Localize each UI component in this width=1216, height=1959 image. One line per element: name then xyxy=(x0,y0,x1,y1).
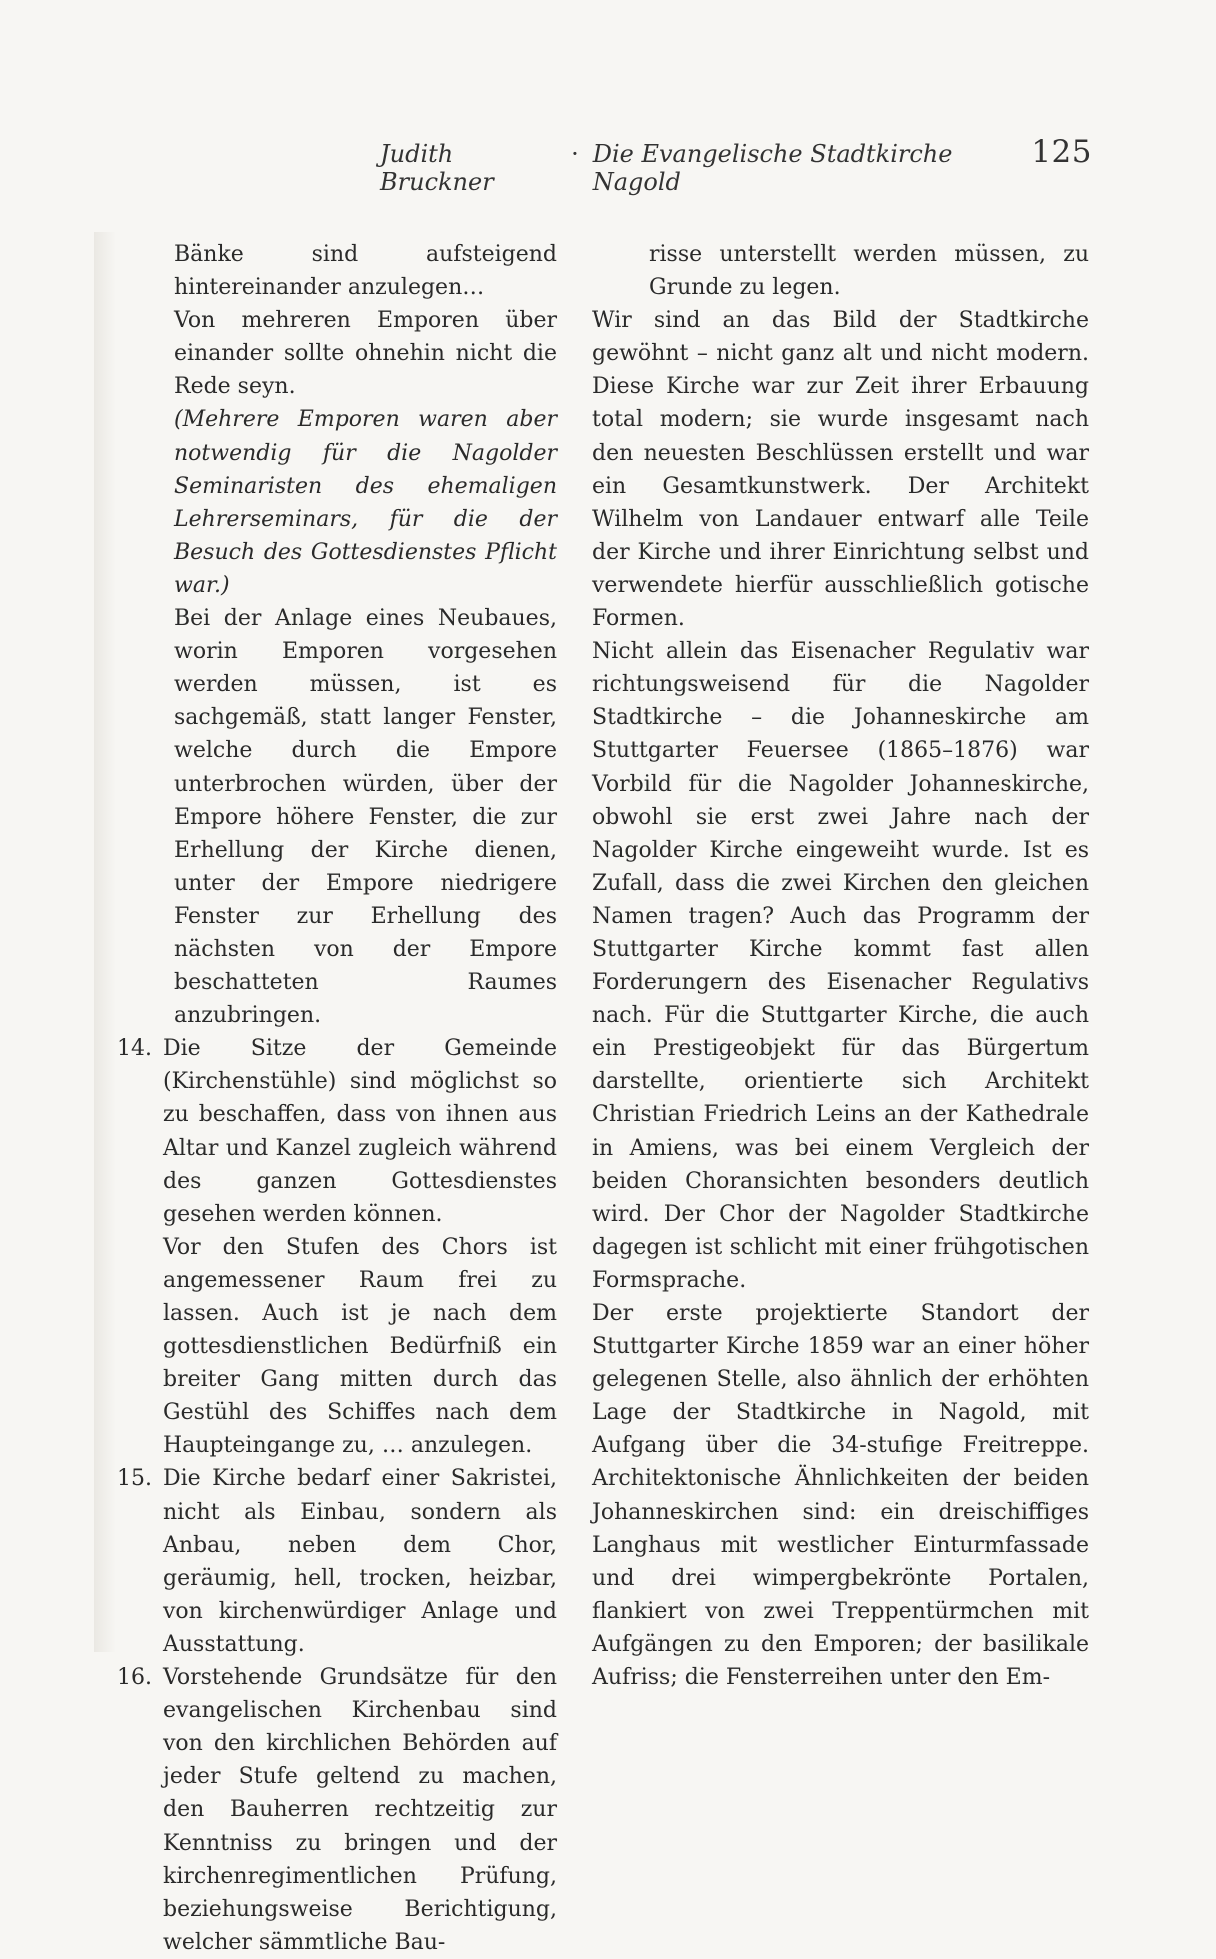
list-item-number: 14. xyxy=(117,1036,152,1062)
left-column xyxy=(117,238,557,1959)
list-item xyxy=(117,1462,557,1661)
list-item xyxy=(117,1032,557,1462)
header-separator: · xyxy=(571,140,579,168)
body-paragraph: Wir sind an das Bild der Stadtkirche gewöhnt – nicht ganz alt und nicht modern. Diese Kirche war zur Zeit ihrer Erbauung total modern; sie wurde insgesamt nach den neuesten Beschlüssen erstellt und war ein Gesamtkunstwerk. Der Architekt Wilhelm von Landauer entwarf alle Teile der Kirche und ihrer Einrichtung selbst und verwendete hierfür ausschließlich gotische Formen. xyxy=(592,308,1089,632)
bleed-through-shadow xyxy=(94,232,116,1652)
running-header xyxy=(380,134,1092,196)
quote-paragraph: Bänke sind aufsteigend hintereinander anzulegen… xyxy=(174,242,557,301)
list-item-text: Die Kirche bedarf einer Sakristei, nicht als Einbau, sondern als Anbau, neben dem Chor, geräumig, hell, trocken, heizbar, von kirchenwürdiger Anlage und Ausstattung. xyxy=(163,1466,557,1657)
italic-note: (Mehrere Emporen waren aber notwendig für die Nagolder Seminaristen des ehemaligen Lehrerseminars, für die der Besuch des Gottesdienstes Pflicht war.) xyxy=(174,407,557,598)
list-item-number: 16. xyxy=(117,1665,152,1691)
header-author: Judith Bruckner xyxy=(380,140,494,196)
list-item-number: 15. xyxy=(117,1466,152,1492)
page-number: 125 xyxy=(1031,134,1092,170)
list-item-text: Vorstehende Grundsätze für den evangelischen Kirchenbau sind von den kirchlichen Behörden auf jeder Stufe geltend zu machen, den Bauherren rechtzeitig zur Kenntniss zu bringen und der kirchenregimentlichen Prüfung, beziehungsweise Berichtigung, welcher sämmtliche Bau- xyxy=(163,1665,557,1955)
header-title: Die Evangelische Stadtkirche Nagold xyxy=(592,140,953,196)
list-item-text: Vor den Stufen des Chors ist angemessener Raum frei zu lassen. Auch ist je nach dem gottesdienstlichen Bedürfniß ein breiter Gang mitten durch das Gestühl des Schiffes nach dem Haupteingange zu, … anzulegen. xyxy=(163,1234,557,1459)
list-item xyxy=(117,1661,557,1959)
right-column xyxy=(592,238,1089,1694)
quote-paragraph: Von mehreren Emporen über einander sollte ohnehin nicht die Rede seyn. xyxy=(174,308,557,400)
list-item-text: Die Sitze der Gemeinde (Kirchenstühle) sind möglichst so zu beschaffen, dass von ihnen aus Altar und Kanzel zugleich während des ganzen Gottesdienstes gesehen werden können. xyxy=(163,1036,557,1227)
body-paragraph: Nicht allein das Eisenacher Regulativ war richtungsweisend für die Nagolder Stadtkirche – die Johanneskirche am Stuttgarter Feuersee (1865–1876) war Vorbild für die Nagolder Johanneskirche, obwohl sie erst zwei Jahre nach der Nagolder Kirche eingeweiht wurde. Ist es Zufall, dass die zwei Kirchen den gleichen Namen tragen? Auch das Programm der Stuttgarter Kirche kommt fast allen Forderungern des Eisenacher Regulativs nach. Für die Stuttgarter Kirche, die auch ein Prestigeobjekt für das Bürgertum darstellte, orientierte sich Architekt Christian Friedrich Leins an der Kathedrale in Amiens, was bei einem Vergleich der beiden Choransichten besonders deutlich wird. Der Chor der Nagolder Stadtkirche dagegen ist schlicht mit einer frühgotischen Formsprache. xyxy=(592,639,1089,1293)
quote-paragraph: Bei der Anlage eines Neubaues, worin Emporen vorgesehen werden müssen, ist es sachgemäß, statt langer Fenster, welche durch die Empore unterbrochen würden, über der Empore höhere Fenster, die zur Erhellung der Kirche dienen, unter der Empore niedrigere Fenster zur Erhellung des nächsten von der Empore beschatteten Raumes anzubringen. xyxy=(174,606,557,1029)
continued-quote: risse unterstellt werden müssen, zu Grunde zu legen. xyxy=(649,242,1089,301)
body-paragraph: Der erste projektierte Standort der Stuttgarter Kirche 1859 war an einer höher gelegenen Stelle, also ähnlich der erhöhten Lage der Stadtkirche in Nagold, mit Aufgang über die 34-stufige Freitreppe. Architektonische Ähnlichkeiten der beiden Johanneskirchen sind: ein dreischiffiges Langhaus mit westlicher Einturmfassade und drei wimpergbekrönte Portalen, flankiert von zwei Treppentürmchen mit Aufgängen zu den Emporen; der basilikale Aufriss; die Fensterreihen unter den Em- xyxy=(592,1301,1089,1691)
